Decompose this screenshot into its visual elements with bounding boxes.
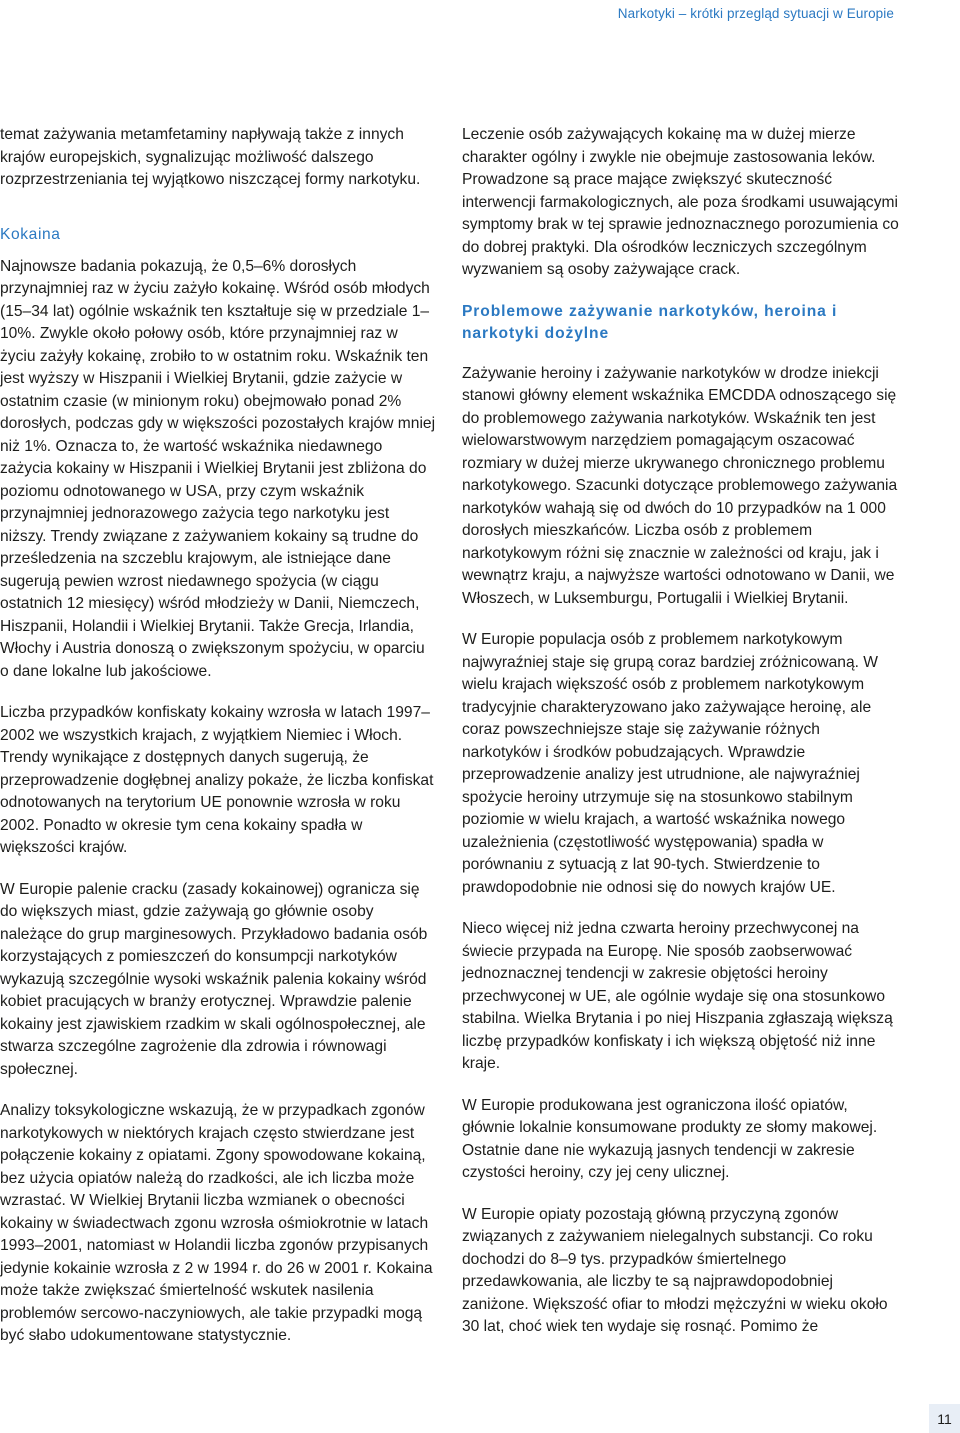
paragraph-cocaine-prevalence: Najnowsze badania pokazują, że 0,5–6% dorosłych przynajmniej raz w życiu zażyło kokainę. Wśród osób młodych (15–34 lat) ogólnie wskaźnik ten kształtuje się w przedziale 1–10%. Zwykle około połowy osób, które przynajmniej raz w życiu zażyły kokainę, zrobiło to w ostatnim roku. Wskaźnik ten jest wyższy w Hiszpanii i Wielkiej Brytanii, gdzie zażycie w ostatnim czasie (w minionym roku) obejmowało ponad 2% dorosłych, podczas gdy w większości pozostałych krajów mniej niż 1%. Oznacza to, że wartość wskaźnika niedawnego zażycia kokainy w Hiszpanii i Wielkiej Brytanii jest zbliżona do poziomu odnotowanego w USA, przy czym wskaźnik przynajmniej jednorazowego zażycia tego narkotyku jest niższy. Trendy związane z zażywaniem kokainy są trudne do prześledzenia na szczeblu krajowym, ale istniejące dane sugerują pewien wzrost niedawnego spożycia (w ciągu ostatnich 12 miesięcy) wśród młodzieży w Danii, Niemczech, Hiszpanii, Holandii i Wielkiej Brytanii. Także Grecja, Irlandia, Włochy i Austria donoszą o zwiększonym spożyciu, w oparciu o dane lokalne lub jakościowe. [0, 257, 436, 680]
paragraph-crack-smoking: W Europie palenie cracku (zasady kokainowej) ogranicza się do większych miast, gdzie zażywają go głównie osoby należące do grup marginesowych. Przykładowo badania osób korzystających z pomieszczeń do konsumpcji narkotyków wykazują szczególnie wysoki wskaźnik palenia kokainy wśród kobiet pracujących w branży erotycznej. Wprawdzie palenie kokainy jest zjawiskiem rzadkim w skali ogólnospołecznej, ale stwarza szczególne zagrożenie dla zdrowia i równowagi społecznej. [0, 880, 428, 1078]
right-column [462, 124, 899, 1358]
paragraph-cocaine-deaths: Analizy toksykologiczne wskazują, że w przypadkach zgonów narkotykowych w niektórych krajach często stwierdzane jest połączenie kokainy z opiatami. Zgony spowodowane kokainą, bez użycia opiatów należą do rzadkości, ale ich liczba może wzrastać. W Wielkiej Brytanii liczba wzmianek o obecności kokainy w świadectwach zgonu wzrosła ośmiokrotnie w latach 1993–2001, natomiast w Holandii liczba zgonów przypisanych jedynie kokainie wzrosła z 2 w 1994 r. do 26 w 2001 r. Kokaina może także zwiększać śmiertelność wskutek nasilenia problemów sercowo-naczyniowych, ale takie przypadki mogą być słabo udokumentowane statystycznie. [0, 1102, 433, 1344]
left-column [0, 124, 437, 1367]
paragraph-opiate-production: W Europie produkowana jest ograniczona ilość opiatów, głównie lokalnie konsumowane produkty ze słomy makowej. Ostatnie dane nie wykazują jasnych tendencji w zakresie czystości heroiny, czy jej ceny ulicznej. [462, 1096, 878, 1181]
paragraph-heroin-seizures: Nieco więcej niż jedna czwarta heroiny przechwyconej na świecie przypada na Europę. Nie sposób zaobserwować jednoznacznej tendencji w zakresie objętości heroiny przechwyconej w UE, ale ogólnie wydaje się ona stosunkowo stabilna. Wielka Brytania i po niej Hiszpania zgłaszają większą liczbę przypadków konfiskaty i ich większą objętość niż inne kraje. [462, 920, 893, 1072]
running-header: Narkotyki – krótki przegląd sytuacji w Europie [617, 6, 894, 21]
section-heading-problem-drug-use: Problemowe zażywanie narkotyków, heroina i narkotyki dożylne [462, 302, 838, 342]
paragraph-problem-use-indicator: Zażywanie heroiny i zażywanie narkotyków w drodze iniekcji stanowi główny element wskaźnika EMCDDA odnoszącego się do problemowego zażywania narkotyków. Wskaźnik ten jest wielowarstwowym narzędziem pomagającym oszacować rozmiary w dużej mierze ukrywanego chronicznego problemu narkotykowego. Szacunki dotyczące problemowego zażywania narkotyków wahają się od dwóch do 10 przypadków na 1 000 dorosłych mieszkańców. Liczba osób z problemem narkotykowym różni się znacznie w zależności od kraju, jak i wewnątrz kraju, a najwyższe wartości odnotowano w Danii, we Włoszech, w Luksemburgu, Portugalii i Wielkiej Brytanii. [462, 364, 898, 607]
paragraph-cocaine-treatment: Leczenie osób zażywających kokainę ma w dużej mierze charakter ogólny i zwykle nie obejmuje zastosowania leków. Prowadzone są prace mające zwiększyć skuteczność interwencji farmakologicznych, ale poza środkami usuwającymi symptomy brak w tej sprawie jednoznacznego porozumienia co do dobrej praktyki. Dla ośrodków leczniczych szczególnym wyzwaniem są osoby zażywające crack. [462, 126, 899, 278]
paragraph-opiate-deaths: W Europie opiaty pozostają główną przyczyną zgonów związanych z zażywaniem nielegalnych substancji. Co roku dochodzi do 8–9 tys. przypadków śmiertelnego przedawkowania, ale liczby te są najprawdopodobniej zaniżone. Większość ofiar to młodzi mężczyźni w wieku około 30 lat, choć wiek ten wydaje się rosnąć. Pomimo że [462, 1205, 888, 1335]
section-heading-cocaine: Kokaina [0, 225, 61, 243]
paragraph-population-diversity: W Europie populacja osób z problemem narkotykowym najwyraźniej staje się grupą coraz bardziej zróżnicowaną. W wielu krajach większość osób z problemem narkotykowym tradycyjnie charakteryzowano jako zażywające heroinę, ale coraz powszechniejsze staje się zażywanie różnych narkotyków i środków pobudzających. Wprawdzie przeprowadzenie analizy jest utrudnione, ale najwyraźniej spożycie heroiny utrzymuje się na stosunkowo stabilnym poziomie w wielu krajach, a wartość wskaźnika nowego uzależnienia (częstotliwość występowania) spadła w porównaniu z sytuacją z lat 90-tych. Stwierdzenie to prawdopodobnie nie odnosi się do nowych krajów UE. [462, 631, 879, 896]
paragraph-methamphetamine-continuation: temat zażywania metamfetaminy napływają także z innych krajów europejskich, sygnalizując możliwość dalszego rozprzestrzeniania tej wyjątkowo niszczącej formy narkotyku. [0, 126, 421, 188]
page-number: 11 [929, 1404, 960, 1433]
paragraph-cocaine-seizures: Liczba przypadków konfiskaty kokainy wzrosła w latach 1997–2002 we wszystkich krajach, z wyjątkiem Niemiec i Włoch. Trendy wynikające z dostępnych danych sugerują, że przeprowadzenie dogłębnej analizy pokaże, że liczba konfiskat odnotowanych na terytorium UE ponownie wzrosła w roku 2002. Ponadto w okresie tym cena kokainy spadła w większości krajów. [0, 704, 434, 856]
